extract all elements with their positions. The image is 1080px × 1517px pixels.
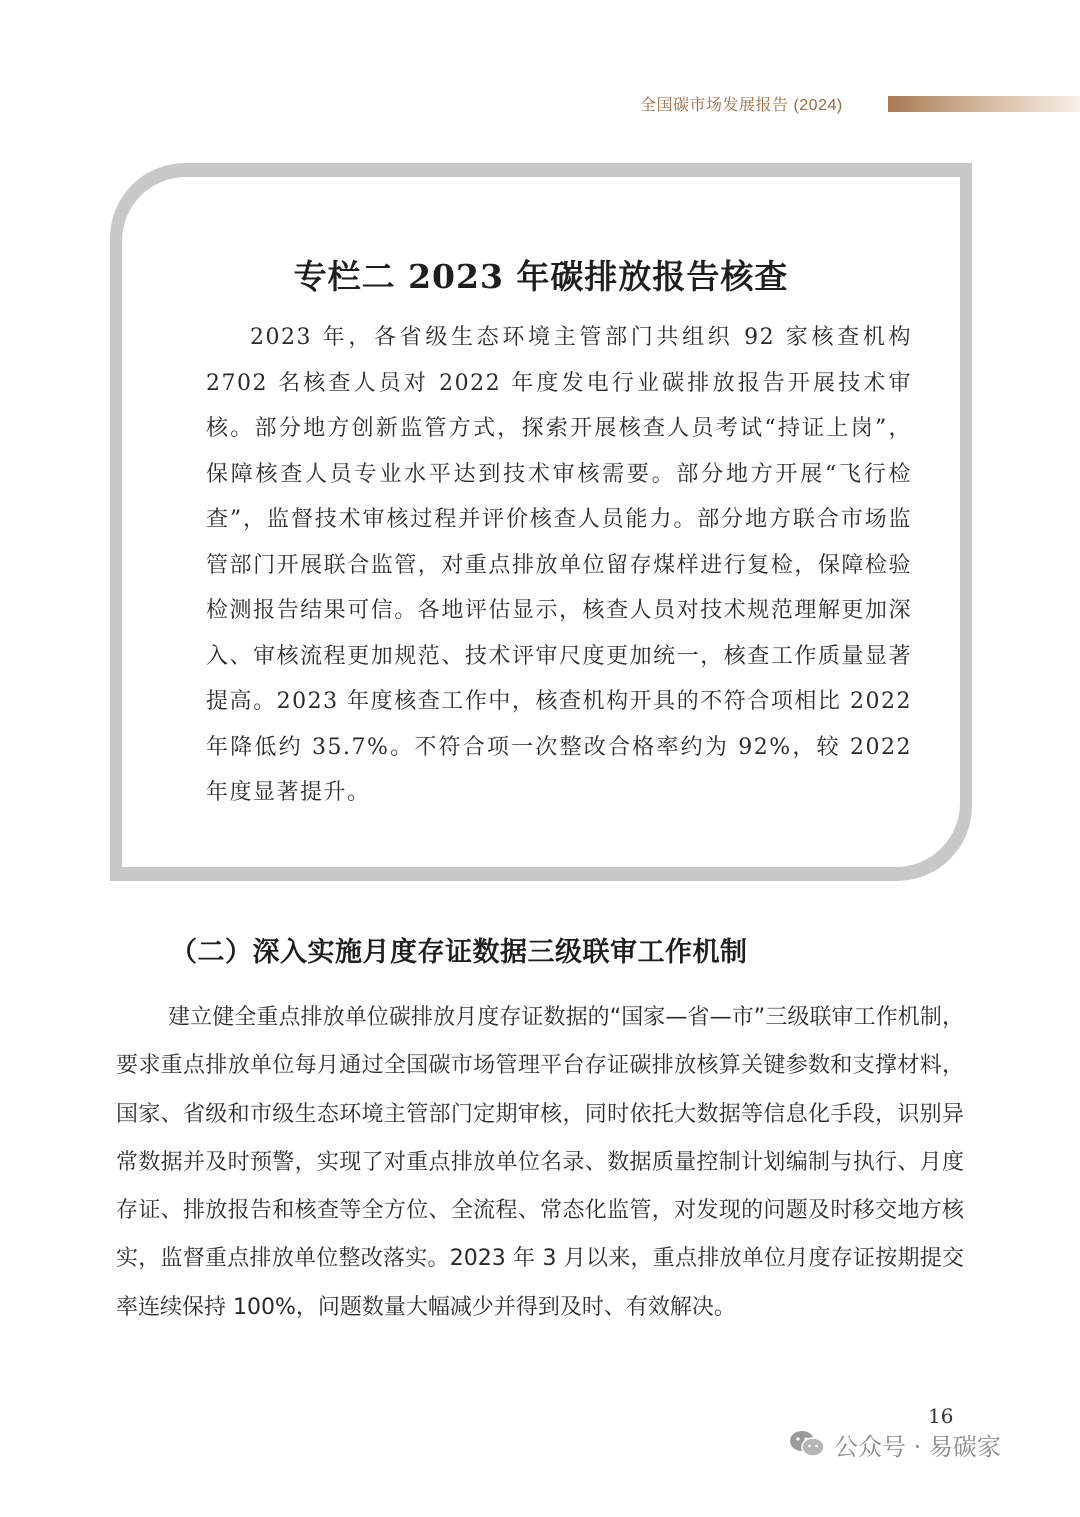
- feature-box-inner: [122, 177, 960, 867]
- feature-box-paragraph: 2023 年，各省级生态环境主管部门共组织 92 家核查机构 2702 名核查人员对 2022 年度发电行业碳排放报告开展技术审核。部分地方创新监管方式，探索开展核查人员考试“持证上岗”，保障核查人员专业水平达到技术审核需要。部分地方开展“飞行检查”，监督技术审核过程并评价核查人员能力。部分地方联合市场监管部门开展联合监管，对重点排放单位留存煤样进行复检，保障检验检测报告结果可信。各地评估显示，核查人员对技术规范理解更加深入、审核流程更加规范、技术评审尺度更加统一，核查工作质量显著提高。2023 年度核查工作中，核查机构开具的不符合项相比 2022 年降低约 35.7%。不符合项一次整改合格率约为 92%，较 2022 年度显著提升。: [206, 325, 912, 805]
- watermark-text: 公众号 · 易碳家: [834, 1432, 1001, 1461]
- section-paragraph: 建立健全重点排放单位碳排放月度存证数据的“国家—省—市”三级联审工作机制，要求重点排放单位每月通过全国碳市场管理平台存证碳排放核算关键参数和支撑材料，国家、省级和市级生态环境主管部门定期审核，同时依托大数据等信息化手段，识别异常数据并及时预警，实现了对重点排放单位名录、数据质量控制计划编制与执行、月度存证、排放报告和核查等全方位、全流程、常态化监管，对发现的问题及时移交地方核实，监督重点排放单位整改落实。2023 年 3 月以来，重点排放单位月度存证按期提交率连续保持 100%，问题数量大幅减少并得到及时、有效解决。: [116, 1005, 964, 1320]
- wechat-icon: [788, 1429, 826, 1459]
- report-header-title: 全国碳市场发展报告 (2024): [640, 97, 843, 114]
- feature-box-title: 专栏二 2023 年碳排放报告核查: [293, 257, 789, 296]
- page-number: 16: [928, 1404, 954, 1428]
- header-accent-bar: [888, 96, 1080, 112]
- section-heading: （二）深入实施月度存证数据三级联审工作机制: [170, 937, 748, 968]
- watermark: [788, 1424, 1001, 1464]
- feature-box: [110, 163, 972, 881]
